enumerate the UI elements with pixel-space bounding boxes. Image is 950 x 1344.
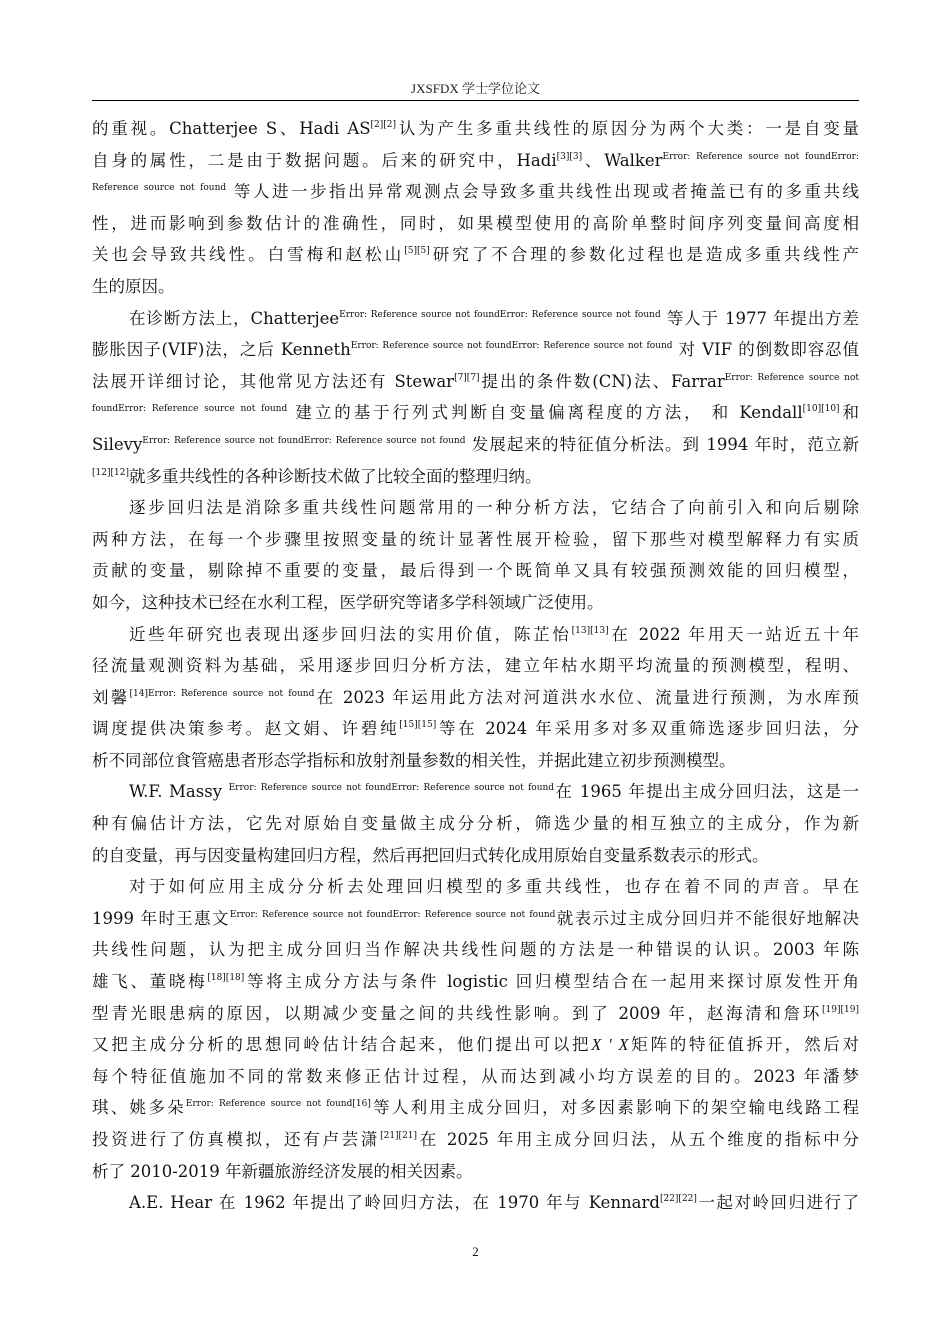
text-run: Silevy [92, 434, 143, 454]
citation: Reference source not found [92, 183, 227, 194]
text-run: 矩阵的特征值拆开，然后对 [628, 1035, 859, 1055]
text-run: 建立的基于行列式判断自变量偏离程度的方法， 和 Kendall [287, 403, 803, 423]
text-run: 贡献的变量，剔除掉不重要的变量，最后得到一个既简单又具有较强预测效能的回归模型， [92, 561, 859, 581]
text-line [92, 1156, 859, 1188]
citation: Error: Reference source not foundError: Reference source not found [350, 341, 673, 352]
text-run: 在 2025 年用主成分回归法，从五个维度的指标中分 [417, 1130, 859, 1149]
page-header: JXSFDX 学士学位论文 [411, 81, 540, 96]
text-run: 的重视。Chatterjee S、Hadi AS [92, 119, 371, 138]
text-line [92, 713, 859, 745]
text-line [92, 239, 859, 271]
body-text [92, 113, 859, 1219]
citation: Error: Reference source not foundError: [662, 151, 859, 162]
citation: [12][12] [92, 467, 129, 478]
matrix-expression: X ' X [591, 1035, 629, 1055]
text-run: 等将主成分方法与条件 logistic 回归模型结合在一起用来探讨原发性开角 [244, 972, 859, 992]
text-line [92, 871, 859, 903]
citation: Error: Reference source not found[16] [185, 1099, 371, 1110]
text-run: 又把主成分分析的思想同岭估计结合起来，他们提出可以把 [92, 1035, 592, 1055]
citation: Error: Reference source not foundError: Reference source not found [142, 435, 466, 446]
text-run: 在 1965 年提出主成分回归法，这是一 [554, 782, 859, 802]
text-line [92, 1124, 859, 1156]
text-run: 自身的属性，二是由于数据问题。后来的研究中，Hadi [92, 150, 557, 170]
text-line [92, 776, 859, 808]
text-run: 每个特征值施加不同的常数来修正估计过程，从而达到减小均方误差的目的。2023 年潘梦 [92, 1066, 859, 1086]
text-line [92, 303, 859, 335]
text-run: 等人利用主成分回归，对多因素影响下的架空输电线路工程 [370, 1098, 859, 1118]
page-number: 2 [472, 1244, 479, 1259]
text-line [92, 429, 859, 461]
text-line [92, 998, 859, 1030]
text-run: 等人进一步指出异常观测点会导致多重共线性出现或者掩盖已有的多重共线 [226, 182, 859, 202]
text-line [92, 145, 859, 177]
citation: [3][3] [556, 151, 583, 162]
text-line [92, 366, 859, 398]
text-line [92, 840, 859, 872]
citation: Error: Reference source not [724, 372, 859, 383]
text-line [92, 1029, 859, 1061]
text-run: 认为产生多重共线性的原因分为两个大类：一是自变量 [396, 119, 859, 138]
text-line [92, 587, 859, 619]
text-run: 一起对岭回归进行了 [696, 1193, 859, 1213]
text-line [92, 934, 859, 966]
citation: [21][21] [380, 1131, 418, 1141]
text-run: 雄飞、董晓梅 [92, 972, 208, 992]
text-run: 性，进而影响到参数估计的准确性，同时，如果模型使用的高阶单整时间序列变量间高度相 [92, 213, 859, 233]
text-line [92, 903, 859, 935]
text-line [92, 1061, 859, 1093]
citation: [19][19] [822, 1004, 859, 1015]
text-line [92, 334, 859, 366]
text-run: 等在 2024 年采用多对多双重筛选逐步回归法，分 [436, 719, 859, 739]
text-run: 关也会导致共线性。白雪梅和赵松山 [92, 245, 405, 265]
text-run: 如今，这种技术已经在水利工程，医学研究等诸多学科领域广泛使用。 [92, 592, 604, 612]
text-run: 种有偏估计方法，它先对原始自变量做主成分分析，筛选少量的相互独立的主成分，作为新 [92, 814, 859, 834]
text-line [92, 745, 859, 777]
text-line [92, 113, 859, 145]
text-run: 共线性问题，认为把主成分回归当作解决共线性问题的方法是一种错误的认识。2003 年陈 [92, 940, 859, 960]
text-run: 在 2022 年用天一站近五十年 [608, 624, 859, 644]
citation: Error: Reference source not foundError: Reference source not found [229, 909, 556, 920]
text-run: 调度提供决策参考。赵文娟、许碧纯 [92, 719, 400, 739]
text-run: 两种方法，在每一个步骤里按照变量的统计显著性展开检验，留下那些对模型解释力有实质 [92, 529, 859, 549]
text-run: 投资进行了仿真模拟，还有卢芸潇 [92, 1130, 381, 1149]
text-run: 研究了不合理的参数化过程也是造成多重共线性产 [429, 245, 859, 265]
citation: [18][18] [207, 973, 245, 984]
citation: [10][10] [802, 404, 840, 415]
text-line [92, 492, 859, 524]
text-run: 析不同部位食管癌患者形态学指标和放射剂量参数的相关性，并据此建立初步预测模型。 [92, 750, 736, 770]
text-line [92, 966, 859, 998]
text-run: 在诊断方法上，Chatterjee [129, 308, 340, 328]
text-line [92, 1187, 859, 1219]
citation: [2][2] [370, 120, 397, 130]
text-run: 等人于 1977 年提出方差 [660, 308, 859, 328]
text-run: 发展起来的特征值分析法。到 1994 年时，范立新 [465, 434, 859, 454]
text-line [92, 397, 859, 429]
text-run: 生的原因。 [92, 276, 175, 296]
text-line [92, 176, 859, 208]
text-run: W.F. Massy [129, 782, 229, 802]
citation: foundError: Reference source not found [92, 404, 288, 415]
text-run: 型青光眼患病的原因，以期减少变量之间的共线性影响。到了 2009 年，赵海清和詹环 [92, 1003, 823, 1023]
text-run: 就多重共线性的各种诊断技术做了比较全面的整理归纳。 [128, 466, 542, 486]
text-run: 法展开详细讨论，其他常见方法还有 Stewar [92, 371, 455, 391]
text-run: 近些年研究也表现出逐步回归法的实用价值，陈芷怡 [129, 624, 572, 644]
text-run: 逐步回归法是消除多重共线性问题常用的一种分析方法，它结合了向前引入和向后剔除 [129, 498, 859, 518]
text-run: 对于如何应用主成分分析去处理回归模型的多重共线性，也存在着不同的声音。早在 [129, 877, 859, 897]
text-run: 和 [839, 403, 859, 423]
citation: [14]Error: Reference source not found [129, 688, 315, 699]
text-line [92, 619, 859, 651]
header-divider [92, 100, 859, 101]
text-run: 析了 2010-2019 年新疆旅游经济发展的相关因素。 [92, 1161, 473, 1181]
text-line [92, 808, 859, 840]
citation: [5][5] [404, 246, 430, 257]
text-run: 的自变量，再与因变量构建回归方程，然后再把回归式转化成用原始自变量系数表示的形式。 [92, 845, 769, 865]
text-run: A.E. Hear 在 1962 年提出了岭回归方法，在 1970 年与 Kennard [129, 1193, 660, 1213]
text-line [92, 271, 859, 303]
citation: Error: Reference source not foundError: Reference source not found [228, 783, 555, 794]
text-run: 对 VIF 的倒数即容忍值 [672, 340, 859, 360]
text-line [92, 524, 859, 556]
text-line [92, 1092, 859, 1124]
text-line [92, 461, 859, 493]
text-run: 在 2023 年运用此方法对河道洪水水位、流量进行预测，为水库预 [314, 687, 859, 707]
text-line [92, 682, 859, 714]
citation: Error: Reference source not foundError: Reference source not found [339, 309, 661, 320]
text-run: 琪、姚多朵 [92, 1098, 186, 1118]
text-line [92, 650, 859, 682]
text-run: 就表示过主成分回归并不能很好地解决 [555, 908, 859, 928]
citation: [7][7] [454, 372, 480, 383]
text-run: 膨胀因子(VIF)法，之后 Kenneth [92, 340, 351, 360]
citation: [13][13] [571, 625, 609, 636]
text-line [92, 555, 859, 587]
citation: [22][22] [659, 1194, 697, 1205]
text-line [92, 208, 859, 240]
text-run: 径流量观测资料为基础，采用逐步回归分析方法，建立年枯水期平均流量的预测模型，程明、 [92, 656, 859, 676]
text-run: 提出的条件数(CN)法、Farrar [479, 371, 725, 391]
citation: [15][15] [399, 720, 437, 731]
text-run: 、Walker [582, 150, 663, 170]
text-run: 1999 年时王惠文 [92, 908, 230, 928]
text-run: 刘馨 [92, 687, 130, 707]
